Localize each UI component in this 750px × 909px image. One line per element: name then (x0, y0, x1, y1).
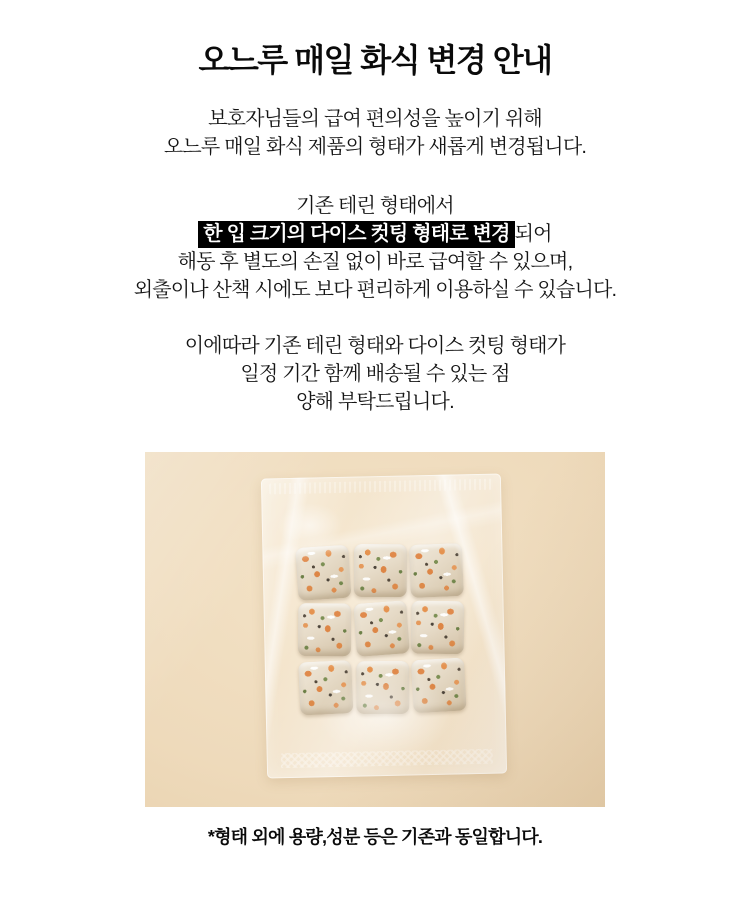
change-line-1: 기존 테린 형태에서 (296, 195, 454, 217)
highlight-suffix: 되어 (514, 223, 552, 245)
food-cube (356, 661, 409, 715)
change-line-4: 외출이나 산책 시에도 보다 편리하게 이용하실 수 있습니다. (133, 279, 617, 301)
food-cube (298, 603, 351, 657)
food-cube (411, 657, 467, 713)
notice-line-1: 이에따라 기존 테린 형태와 다이스 컷팅 형태가 (184, 335, 566, 357)
intro-paragraph (0, 105, 750, 161)
notice-line-2: 일정 기간 함께 배송될 수 있는 점 (240, 363, 510, 385)
intro-line-1: 보호자님들의 급여 편의성을 높이기 위해 (208, 108, 542, 130)
vacuum-bag (261, 474, 507, 779)
highlighted-change-text: 한 입 크기의 다이스 컷팅 형태로 변경 (198, 221, 514, 248)
page-title: 오느루 매일 화식 변경 안내 (198, 42, 552, 78)
change-paragraph (0, 192, 750, 304)
food-cube (411, 601, 464, 655)
food-cube (295, 545, 351, 602)
food-cube (409, 543, 464, 598)
diced-cubes-grid (296, 543, 465, 714)
intro-line-2: 오느루 매일 화식 제품의 형태가 새롭게 변경됩니다. (163, 136, 587, 158)
notice-paragraph (0, 332, 750, 416)
change-line-2 (0, 220, 750, 248)
notice-line-3: 양해 부탁드립니다. (296, 391, 454, 413)
footnote: *형태 외에 용량,성분 등은 기존과 동일합니다. (207, 827, 543, 847)
food-cube (298, 660, 353, 716)
food-cube (353, 544, 406, 598)
change-line-3: 해동 후 별도의 손질 없이 바로 급여할 수 있으며, (177, 251, 573, 273)
food-cube (353, 601, 409, 658)
product-photo (145, 452, 605, 807)
